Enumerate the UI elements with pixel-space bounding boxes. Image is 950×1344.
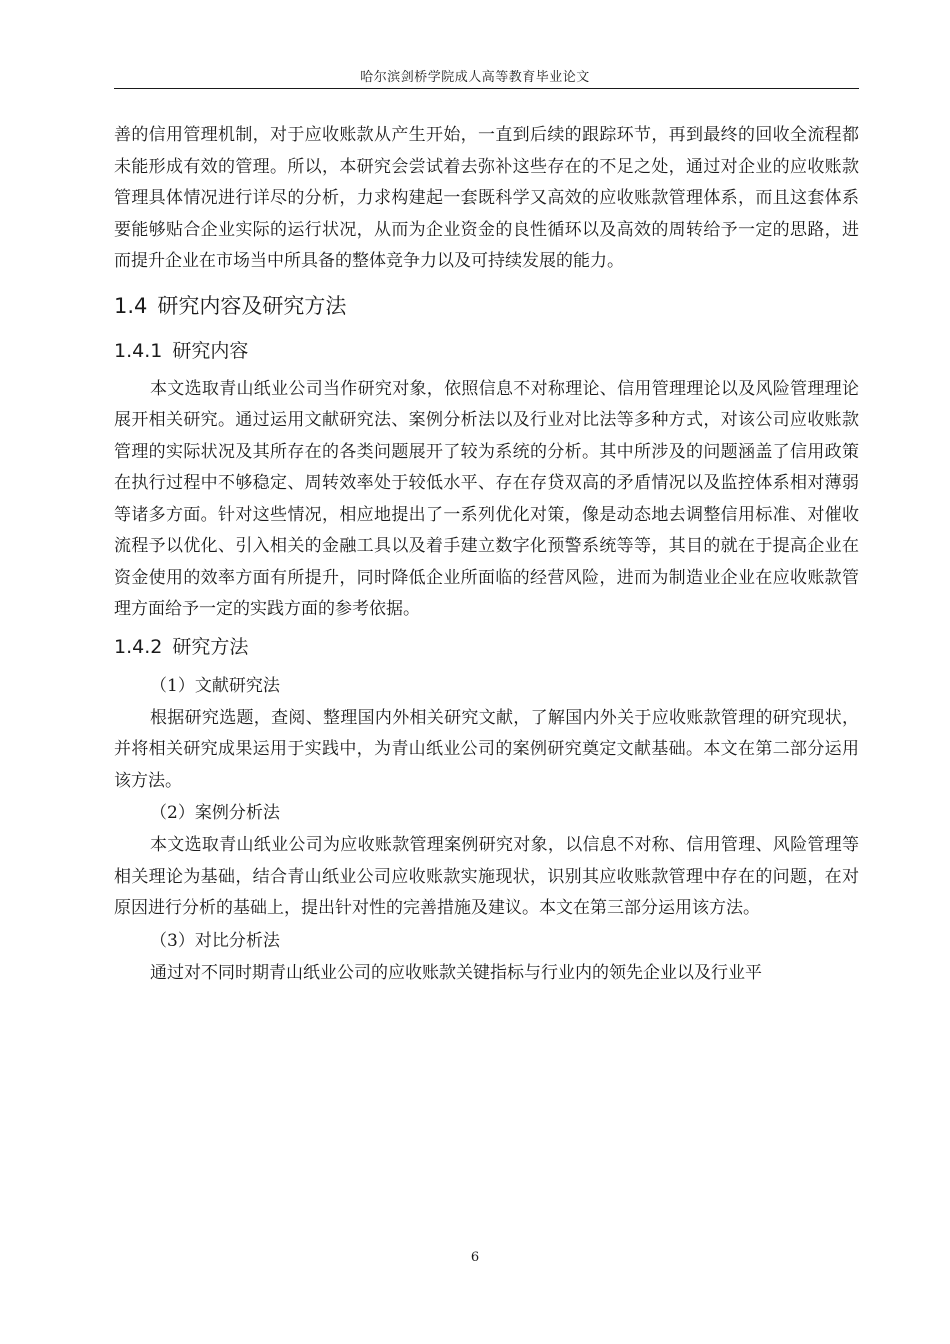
subsection-number: 1.4.2 <box>114 635 163 658</box>
research-content-paragraph: 本文选取青山纸业公司当作研究对象，依照信息不对称理论、信用管理理论以及风险管理理论展开相关研究。通过运用文献研究法、案例分析法以及行业对比法等多种方式，对该公司应收账款管理的实际状况及其所存在的各类问题展开了较为系统的分析。其中所涉及的问题涵盖了信用政策在执行过程中不够稳定、周转效率处于较低水平、存在存贷双高的矛盾情况以及监控体系相对薄弱等诸多方面。针对这些情况，相应地提出了一系列优化对策，像是动态地去调整信用标准、对催收流程予以优化、引入相关的金融工具以及着手建立数字化预警系统等等，其目的就在于提高企业在资金使用的效率方面有所提升，同时降低企业所面临的经营风险，进而为制造业企业在应收账款管理方面给予一定的实践方面的参考依据。 <box>114 378 859 619</box>
subsection-title: 研究内容 <box>172 339 249 362</box>
method-paragraph-case-study: 本文选取青山纸业公司为应收账款管理案例研究对象，以信息不对称、信用管理、风险管理等相关理论为基础，结合青山纸业公司应收账款实施现状，识别其应收账款管理中存在的问题，在对原因进行分析的基础上，提出针对性的完善措施及建议。本文在第三部分运用该方法。 <box>114 835 859 918</box>
method-paragraph-literature: 根据研究选题，查阅、整理国内外相关研究文献，了解国内外关于应收账款管理的研究现状，并将相关研究成果运用于实践中，为青山纸业公司的案例研究奠定文献基础。本文在第二部分运用该方法。 <box>114 707 859 791</box>
section-heading-1-4 <box>114 278 859 330</box>
subsection-heading-1-4-1 <box>114 330 859 374</box>
method-title-literature: （1）文献研究法 <box>150 675 280 696</box>
page-body <box>114 120 859 989</box>
method-paragraph-comparison: 通过对不同时期青山纸业公司的应收账款关键指标与行业内的领先企业以及行业平 <box>150 962 762 983</box>
subsection-heading-1-4-2 <box>114 626 859 670</box>
intro-paragraph: 善的信用管理机制，对于应收账款从产生开始，一直到后续的跟踪环节，再到最终的回收全流程都未能形成有效的管理。所以，本研究会尝试着去弥补这些存在的不足之处，通过对企业的应收账款管理具体情况进行详尽的分析，力求构建起一套既科学又高效的应收账款管理体系，而且这套体系要能够贴合企业实际的运行状况，从而为企业资金的良性循环以及高效的周转给予一定的思路，进而提升企业在市场当中所具备的整体竞争力以及可持续发展的能力。 <box>114 125 859 271</box>
subsection-title: 研究方法 <box>172 635 249 658</box>
running-header: 哈尔滨剑桥学院成人高等教育毕业论文 <box>360 70 590 85</box>
method-title-comparison: （3）对比分析法 <box>150 930 280 951</box>
section-number: 1.4 <box>114 293 148 318</box>
subsection-number: 1.4.1 <box>114 339 163 362</box>
section-title: 研究内容及研究方法 <box>157 293 347 318</box>
page-number: 6 <box>470 1250 480 1265</box>
header-divider <box>114 88 859 89</box>
method-title-case-study: （2）案例分析法 <box>150 803 280 823</box>
